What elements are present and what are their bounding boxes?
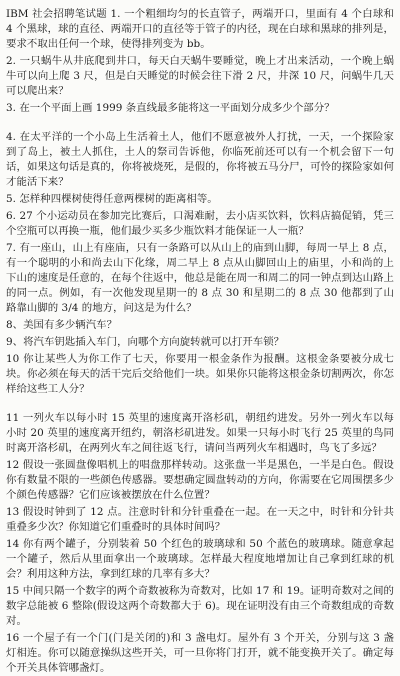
question-7: 7. 有一座山，山上有座庙，只有一条路可以从山上的庙到山脚，每周一早上 8 点，有一个聪明的小和尚去山下化缘，周二早上 8 点从山脚回山上的庙里，小和尚的上下山的速度是任意的，在每个往返中，他总是能在周一和周二的同一钟点到达山路上的同一点。例如，有一次他发现星期一的 8 点 30 和星期二的 8 点 30 他都到了山路靠山脚的 3/4 的地方，问这是为什么？ <box>6 242 394 314</box>
question-10: 10 你让某些人为你工作了七天，你要用一根金条作为报酬。这根金条要被分成七块。你必须在每天的活干完后交给他们一块。如果你只能将这根金条切割两次，你怎样给这些工人分？ <box>6 353 394 395</box>
question-4: 4. 在太平洋的一个小岛上生活着土人，他们不愿意被外人打扰，一天，一个探险家到了岛上，被土人抓住，土人的祭司告诉他，你临死前还可以有一个机会留下一句话，如果这句话是真的，你将被烧死，是假的，你将被五马分尸，可怜的探险家如何才能活下来？ <box>6 131 394 188</box>
question-8: 8、美国有多少辆汽车？ <box>6 319 118 331</box>
paragraph-gap <box>6 118 394 130</box>
paragraph-gap <box>6 399 394 411</box>
question-11: 11 一列火车以每小时 15 英里的速度离开洛杉矶，朝纽约进发。另外一列火车以每小时 20 英里的速度离开纽约，朝洛杉矶进发。如果一只每小时飞行 25 英里的鸟同时离开洛杉矶，在两列火车之间往返飞行，请问当两列火车相遇时，鸟飞了多远？ <box>6 412 394 454</box>
question-6: 6. 27 个小运动员在参加完比赛后，口渴难耐，去小店买饮料，饮料店搞促销，凭三个空瓶可以再换一瓶，他们最少买多少瓶饮料才能保证一人一瓶？ <box>6 210 394 237</box>
question-1: IBM 社会招聘笔试题 1. 一个粗细均匀的长直管子，两端开口，里面有 4 个白球和 4 个黑球，球的直径、两端开口的直径等于管子的内径，现在白球和黑球的排列是，要求不取出任何一个球，使得排列变为 bb。 <box>6 8 394 50</box>
question-16: 16 一个屋子有一个门(门是关闭的)和 3 盏电灯。屋外有 3 个开关，分别与这 3 盏灯相连。你可以随意操纵这些开关，可一旦你将门打开，就不能变换开关了。确定每个开关具体管哪盏灯。 <box>6 632 394 674</box>
question-14: 14 你有两个罐子，分别装着 50 个红色的玻璃球和 50 个蓝色的玻璃球。随意拿起一个罐子，然后从里面拿出一个玻璃球。怎样最大程度地增加让自己拿到红球的机会？利用这种方法，拿到红球的几率有多大？ <box>6 538 394 580</box>
question-5: 5. 怎样种四棵树使得任意两棵树的距离相等。 <box>6 193 218 205</box>
question-12: 12 假设一张圆盘像唱机上的唱盘那样转动。这张盘一半是黑色，一半是白色。假设你有数量不限的一些颜色传感器。要想确定圆盘转动的方向，你需要在它周围摆多少个颜色传感器？它们应该被摆放在什么位置？ <box>6 459 394 501</box>
question-13: 13 假设时钟到了 12 点。注意时针和分针重叠在一起。在一天之中，时针和分针共重叠多少次？你知道它们重叠时的具体时间吗？ <box>6 506 394 533</box>
question-15: 15 中间只隔一个数字的两个奇数被称为奇数对，比如 17 和 19。证明奇数对之间的数字总能被 6 整除(假设这两个奇数都大于 6)。现在证明没有由三个奇数组成的奇数对。 <box>6 585 394 627</box>
question-2: 2. 一只蜗牛从井底爬到井口，每天白天蜗牛要睡觉，晚上才出来活动，一个晚上蜗牛可以向上爬 3 尺，但是白天睡觉的时候会往下滑 2 尺，井深 10 尺，问蜗牛几天可以爬出来？ <box>6 55 394 97</box>
question-3: 3. 在一个平面上画 1999 条直线最多能将这一平面划分成多少个部分？ <box>6 102 335 114</box>
question-9: 9、将汽车钥匙插入车门，向哪个方向旋转就可以打开车锁？ <box>6 336 285 348</box>
